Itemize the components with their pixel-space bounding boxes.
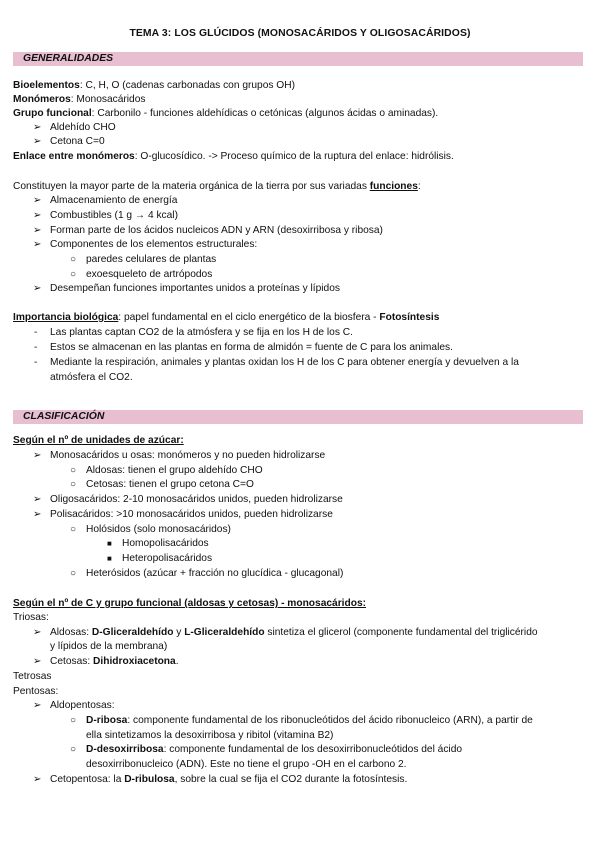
section-title: CLASIFICACIÓN [23, 411, 105, 422]
circle-bullet-icon: ○ [70, 465, 77, 476]
importancia-text: : papel fundamental en el ciclo energético de la biosfera - [118, 312, 380, 323]
monomeros-text: : Monosacáridos [70, 94, 146, 105]
text: y [173, 627, 185, 638]
list-item: Cetona C=0 [50, 136, 105, 147]
list-item: exoesqueleto de artrópodos [86, 269, 213, 280]
circle-bullet-icon: ○ [70, 479, 77, 490]
list-item: Mediante la respiración, animales y plantas oxidan los H de los C para obtener energía y devuelven a la [50, 357, 519, 368]
term: D-Gliceraldehído [91, 627, 174, 638]
importancia-line [13, 311, 439, 325]
pentosas-label: Pentosas: [13, 686, 59, 697]
arrow-bullet-icon: ➢ [33, 239, 42, 250]
section-title: GENERALIDADES [23, 53, 114, 64]
section-header-generalidades [13, 52, 583, 66]
list-item: Heteropolisacáridos [122, 553, 213, 564]
text: : componente fundamental de los desoxirribonucleótidos del ácido [163, 744, 463, 755]
text: : componente fundamental de los ribonucleótidos del ácido ribonucleico (ARN), a partir de [127, 715, 533, 726]
list-item: Aldehído CHO [50, 122, 116, 133]
enlace-label: Enlace entre monómeros [13, 151, 135, 162]
importancia-label: Importancia biológica [13, 312, 119, 323]
constituyen-line [13, 180, 421, 194]
list-item [86, 714, 533, 728]
text: Cetosas: [50, 656, 94, 667]
list-item: Aldosas: tienen el grupo aldehído CHO [86, 465, 263, 476]
list-item-continuation: atmósfera el CO2. [50, 372, 133, 383]
term: D-ribulosa [124, 774, 175, 785]
term: L-Gliceraldehído [184, 627, 265, 638]
arrow-bullet-icon: ➢ [33, 210, 42, 221]
text: Aldosas: [50, 627, 92, 638]
funciones-link: funciones [369, 181, 418, 192]
circle-bullet-icon: ○ [70, 715, 77, 726]
subheading-text: Según el nº de unidades de azúcar: [13, 435, 184, 446]
monomeros-label: Monómeros [13, 94, 71, 105]
arrow-bullet-icon: ➢ [33, 450, 42, 461]
circle-bullet-icon: ○ [70, 269, 77, 280]
grupo-funcional-text: : Carbonilo - funciones aldehídicas o cetónicas (algunos ácidas o aminadas). [91, 108, 439, 119]
dash-bullet-icon: - [34, 357, 38, 368]
bioelementos-label: Bioelementos [13, 80, 80, 91]
arrow-bullet-icon: ➢ [33, 225, 42, 236]
fotosintesis-term: Fotosíntesis [379, 312, 440, 323]
list-item-continuation: y lípidos de la membrana) [50, 641, 168, 652]
colon: : [417, 181, 421, 192]
arrow-bullet-icon: ➢ [33, 627, 42, 638]
dash-bullet-icon: - [34, 342, 38, 353]
list-item: Desempeñan funciones importantes unidos a proteínas y lípidos [50, 283, 340, 294]
page-title: TEMA 3: LOS GLÚCIDOS (MONOSACÁRIDOS Y OLIGOSACÁRIDOS) [129, 28, 471, 39]
arrow-bullet-icon: ➢ [33, 494, 42, 505]
arrow-bullet-icon: ➢ [33, 195, 42, 206]
term: Dihidroxiacetona [93, 656, 176, 667]
section-header-clasificacion [13, 410, 583, 424]
enlace-text: : O-glucosídico. -> Proceso químico de la ruptura del enlace: hidrólisis. [134, 151, 454, 162]
square-bullet-icon: ■ [107, 539, 112, 548]
text: . [175, 656, 179, 667]
list-item: Las plantas captan CO2 de la atmósfera y se fija en los H de los C. [50, 327, 353, 338]
list-item [86, 743, 462, 757]
constituyen-text: Constituyen la mayor parte de la materia orgánica de la tierra por sus variadas [13, 181, 370, 192]
circle-bullet-icon: ○ [70, 524, 77, 535]
arrow-bullet-icon: ➢ [33, 700, 42, 711]
subheading-carbonos [13, 597, 366, 611]
list-item: Almacenamiento de energía [50, 195, 178, 206]
list-item: Combustibles (1 g → 4 kcal) [50, 210, 178, 221]
list-item: Holósidos (solo monosacáridos) [86, 524, 231, 535]
square-bullet-icon: ■ [107, 554, 112, 563]
list-item: Aldopentosas: [50, 700, 115, 711]
term: D-ribosa [86, 715, 128, 726]
list-item: Componentes de los elementos estructurales: [50, 239, 258, 250]
triosas-label: Triosas: [13, 612, 49, 623]
dash-bullet-icon: - [34, 327, 38, 338]
list-item: Monosacáridos u osas: monómeros y no pueden hidrolizarse [50, 450, 326, 461]
monomeros-line [13, 93, 145, 107]
text: sintetiza el glicerol (componente fundamental del triglicérido [264, 627, 538, 638]
text: , sobre la cual se fija el CO2 durante la fotosíntesis. [174, 774, 408, 785]
grupo-funcional-label: Grupo funcional [13, 108, 92, 119]
list-item-continuation: ella sintetizamos la desoxirribosa y ribitol (vitamina B2) [86, 730, 334, 741]
circle-bullet-icon: ○ [70, 568, 77, 579]
tetrosas-label: Tetrosas [13, 671, 52, 682]
subheading-unidades [13, 434, 184, 448]
arrow-bullet-icon: ➢ [33, 122, 42, 133]
list-item [50, 655, 179, 669]
list-item [50, 773, 407, 787]
list-item: Polisacáridos: >10 monosacáridos unidos, pueden hidrolizarse [50, 509, 333, 520]
bioelementos-line [13, 79, 295, 93]
list-item: Oligosacáridos: 2-10 monosacáridos unidos, pueden hidrolizarse [50, 494, 343, 505]
list-item: paredes celulares de plantas [86, 254, 217, 265]
list-item: Estos se almacenan en las plantas en forma de almidón = fuente de C para los animales. [50, 342, 453, 353]
subheading-text: Según el nº de C y grupo funcional (aldosas y cetosas) - monosacáridos: [13, 598, 366, 609]
arrow-bullet-icon: ➢ [33, 509, 42, 520]
grupo-funcional-line [13, 107, 438, 121]
term: D-desoxirribosa [86, 744, 164, 755]
list-item: Homopolisacáridos [122, 538, 209, 549]
list-item: Forman parte de los ácidos nucleicos ADN y ARN (desoxirribosa y ribosa) [50, 225, 383, 236]
circle-bullet-icon: ○ [70, 744, 77, 755]
enlace-line [13, 150, 454, 164]
circle-bullet-icon: ○ [70, 254, 77, 265]
text: Cetopentosa: la [50, 774, 125, 785]
list-item: Heterósidos (azúcar + fracción no glucídica - glucagonal) [86, 568, 344, 579]
arrow-bullet-icon: ➢ [33, 656, 42, 667]
list-item-continuation: desoxirribonucleico (ADN). Este no tiene el grupo -OH en el carbono 2. [86, 759, 407, 770]
list-item: Cetosas: tienen el grupo cetona C=O [86, 479, 254, 490]
bioelementos-text: : C, H, O (cadenas carbonadas con grupos OH) [79, 80, 295, 91]
arrow-bullet-icon: ➢ [33, 283, 42, 294]
list-item [50, 626, 538, 640]
arrow-bullet-icon: ➢ [33, 136, 42, 147]
arrow-bullet-icon: ➢ [33, 774, 42, 785]
